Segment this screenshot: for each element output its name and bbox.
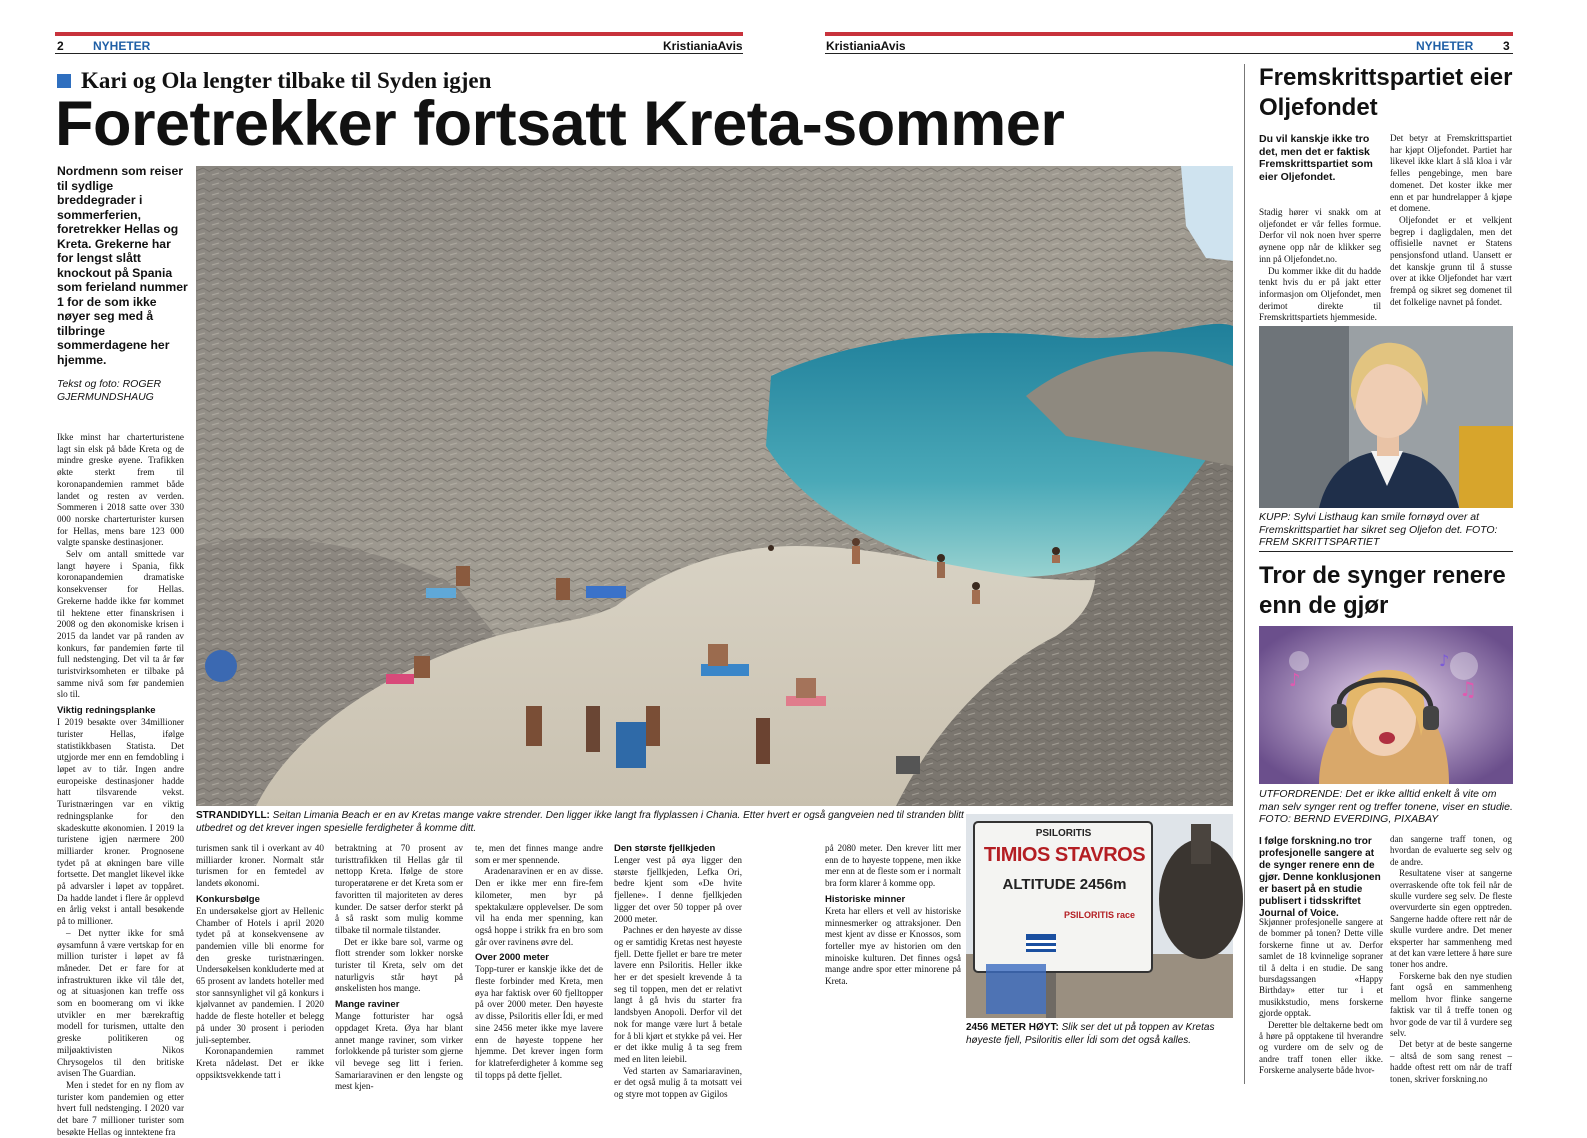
sing-story-column-1 (1259, 917, 1383, 1087)
beach-photo (196, 166, 1233, 806)
paragraph: turismen sank til i overkant av 40 milliarder kroner. Normalt står turismen for en femtedel av landets økonomi. (196, 843, 324, 889)
paragraph: på 2080 meter. Den krever litt mer enn de to høyeste toppene, men ikke mer enn at de fleste som er i normalt bra form klarer å komme opp. (825, 843, 961, 889)
column-separator (1244, 64, 1245, 1084)
subheading: Historiske minner (825, 893, 906, 905)
caption-label: 2456 METER HØYT: (966, 1022, 1059, 1033)
paragraph: Du kommer ikke dit du hadde tenkt hvis du er på jakt etter informasjon om Oljefondet, men derimot direkte til Fremskrittspartiets hjemmeside. (1259, 265, 1381, 323)
paragraph: Det betyr at de beste sangerne – altså de som sang renest – hadde oftest rett om når de traff tonen, skriver forskning.no (1390, 1039, 1512, 1084)
page-number-right: 3 (1503, 39, 1510, 53)
paragraph: Men i stedet for en ny flom av turister kom pandemien og etter hvert full nedstenging. I 2020 var det bare 7 millioner turister som besøkte Hellas og inntektene fra (57, 1079, 184, 1137)
paragraph: Det er ikke bare sol, varme og flott strender som lokker norske turister til Kreta, selv om det naturligvis står høyt på ønskelisten hos mange. (335, 936, 463, 994)
paragraph: Selv om antall smittede var langt høyere i Spania, fikk koronapandemien dramatiske konsekvenser for Hellas. Grekerne hadde ikke før kommet til hektene etter finanskrisen i 2008 og den økonomiske krisen i 2015 da landet var på randen av konkurs, før pandemien førte til full nedstenging. Det vil ta år før turistvirksomheten er tilbake på samme nivå som før pandemien slo til. (57, 549, 184, 700)
paragraph: Pachnes er den høyeste av disse og er samtidig Kretas nest høyeste fjell. Dette fjellet er bare tre meter lavere enn Psiloritis. Heller ikke her er det spesielt krevende å ta seg til toppen, men det er relativt langt å gå hvis du starter fra landsbyen Anopoli. Derfor vil det nok for mange være lurt å betale for å bli kjørt et stykke på vei. Her er det ikke mulig å ta seg frem med en liten leiebil. (614, 925, 742, 1064)
paragraph: dan sangerne traff tonen, og hvordan de evaluerte seg selv og de andre. (1390, 834, 1512, 867)
paragraph: I 2019 besøkte over 34millioner turister Hellas, ifølge statistikkbasen Statista. Det utgjorde mer enn en femdobling i løpet av to tiår. Ingen andre europeiske destinasjoner hadde hatt tilsvarende vekst. Turistnæringen var en viktig redningsplanke for den skadeskutte økonomien. I 2019 la turistene igjen nærmere 200 milliarder kroner. Prognosene tydet på at økningen bare ville fortsette. Det manglet likevel ikke på advarsler i løpet av toppåret. Da hadde landet i flere år opplevd en årlig vekst i antall besøkende på to millioner. (57, 717, 184, 927)
paragraph: En undersøkelse gjort av Hellenic Chamber of Hotels i april 2020 tydet på at konsekvensene av pandemien ville bli enorme for den greske turistnæringen. Undersøkelsen konkluderte med at 65 prosent av landets hoteller med stor sannsynlighet vil gå konkurs i kjølvannet av pandemien. I 2020 hadde de fleste hoteller et belegg på under 30 prosent i perioden juli-september. (196, 905, 324, 1045)
article-column-5 (614, 843, 742, 1100)
caption-text: Seitan Limania Beach er en av Kretas mange vakre strender. Den ligger ikke langt fra flyplassen i Chania. Etter hvert er også gangveien ned til stranden blitt utbedret og det krever ingen spesielle ferdigheter å komme ditt. (196, 810, 964, 834)
article-column-4 (475, 843, 603, 1083)
paper-name-right: KristianiaAvis (826, 39, 906, 53)
article-column-6 (825, 843, 961, 1003)
header-red-bar-right (825, 32, 1513, 36)
singer-image (1259, 626, 1513, 784)
section-label-right: NYHETER (1416, 39, 1474, 53)
mountain-sign-caption (966, 1022, 1233, 1047)
article-byline: Tekst og foto: ROGER GJERMUNDSHAUG (57, 378, 162, 403)
sign-top-text: PSILORITIS (1035, 828, 1092, 839)
kicker-text: Kari og Ola lengter tilbake til Syden igjen (81, 68, 492, 93)
paragraph: Skjønner profesjonelle sangere at de bommer på tonen? Dette ville forskerne finne ut av. Derfor samlet de 18 kvinnelige sopraner til å delta i en studie. De sang bursdagssangen «Happy Birthday» etter tur i et musikkstudio, mens forskerne gjorde opptak. (1259, 917, 1383, 1019)
paragraph: Resultatene viser at sangerne overraskende ofte tok feil når de skulle vurdere seg selv. De fleste overvurderte sin egen opptreden. Sangerne hadde oftere rett når de skulle vurdere andre. Det mener eksperter har sammenheng med at det kan være lettere å høre sure toner hos andre. (1390, 868, 1512, 970)
article-column-1 (57, 432, 184, 1137)
paper-name-left: KristianiaAvis (663, 39, 743, 53)
main-headline: Foretrekker fortsatt Kreta-sommer (55, 89, 1065, 159)
oil-story-column-2 (1390, 133, 1512, 309)
sign-brand-text: PSILORITIS race (1064, 910, 1136, 920)
paragraph: betraktning at 70 prosent av turisttrafikken til Hellas går til nettopp Kreta. Ifølge de store turoperatørene er det Kreta som er favoritten til majoriteten av deres kunder. De satser derfor sterkt på å så raskt som mulig komme tilbake til normale tilstander. (335, 843, 463, 935)
sign-altitude-text: ALTITUDE 2456m (1002, 876, 1127, 893)
page-number-left: 2 (57, 39, 64, 53)
politician-image (1259, 326, 1513, 508)
politician-photo (1259, 326, 1513, 508)
subheading: Konkursbølge (196, 893, 260, 905)
sign-title-text: TIMIOS STAVROS (983, 844, 1146, 866)
paragraph: Ikke minst har charterturistene lagt sin elsk på både Kreta og de mindre greske øyene. Trafikken økte sterkt frem til koronapandemien rammet både landet og resten av verden. Sommeren i 2018 satte over 330 000 norske charterturister kursen for Hellas, mens bare 123 000 valgte spanske destinasjoner. (57, 432, 184, 548)
paragraph: Koronapandemien rammet Kreta nådeløst. Det er ikke oppsiktsvekkende tatt i (196, 1046, 324, 1080)
singer-caption: UTFORDRENDE: Det er ikke alltid enkelt å vite om man selv synger rent og treffer tonene, viser en studie. FOTO: BERND EVERDING, PIXABAY (1259, 788, 1513, 825)
paragraph: Det betyr at Fremskrittspartiet har kjøpt Oljefondet. Partiet har likevel ikke klart å slå kloa i vår felles pengebinge, men bare domenet. Det koster ikke mer enn et par hundrelapper å kjøpe et domene. (1390, 133, 1512, 214)
paragraph: Topp-turer er kanskje ikke det de fleste forbinder med Kreta, men øya har faktisk over 60 fjelltopper på over 2000 meter. Den høyeste av disse, Psiloritis eller Ídi, er med sine 2456 meter ikke mye lavere enn de høyeste toppene her hjemme. Det krever ingen form for klatreferdigheter å komme seg til topps på dette fjellet. (475, 964, 603, 1080)
article-column-2 (196, 843, 324, 1083)
sing-story-headline: Tror de synger renere enn de gjør (1259, 562, 1506, 619)
paragraph: te, men det finnes mange andre som er mer spennende. (475, 843, 603, 865)
header-red-bar-left (55, 32, 743, 36)
caption-text: Slik ser det ut på toppen av Kretas høyeste fjell, Psiloritis eller Ídi som det også kalles. (966, 1022, 1215, 1046)
subheading: Viktig redningsplanke (57, 705, 156, 717)
subheading: Mange raviner (335, 999, 400, 1011)
story-divider (1259, 551, 1513, 552)
oil-story-lead: Du vil kanskje ikke tro det, men det er faktisk Fremskrittspartiet som eier Oljefondet. (1259, 133, 1373, 183)
header-rule-right (825, 53, 1513, 54)
caption-label: STRANDIDYLL: (196, 810, 270, 821)
kicker-square-icon (57, 74, 71, 88)
oil-story-headline: Fremskrittspartiet eier Oljefondet (1259, 64, 1513, 121)
paragraph: Lenger vest på øya ligger den største fjellkjeden, Lefka Ori, bedre kjent som «De hvite fjellene». I denne fjellkjeden ligger det over 50 topper på over 2000 meter. (614, 855, 742, 924)
paragraph: Kreta har ellers et vell av historiske minnesmerker og attraksjoner. Den mest kjent av disse er Knossos, som forteller mye av historien om den minoiske kulturen. Det finnes også mange andre spor etter minorene på Kreta. (825, 905, 961, 987)
paragraph: – Det nytter ikke for små øysamfunn å være vertskap for en million turister i løpet av få måneder. Det er fare for at infrastrukturen ikke vil tåle det, og at situasjonen kan treffe oss som en boomerang om vi ikke utvikler en mer bærekraftig modell for turismen, uttalte den greske politikeren og miljøaktivisten Nikos Chrysogelos til den britiske avisen The Guardian. (57, 927, 184, 1079)
sing-story-column-2 (1390, 834, 1512, 1086)
mountain-sign-photo (966, 814, 1233, 1018)
beach-photo-caption (196, 810, 966, 835)
subheading: Over 2000 meter (475, 952, 549, 964)
section-label-left: NYHETER (93, 39, 151, 53)
paragraph: Deretter ble deltakerne bedt om å høre på opptakene til hverandre og vurdere om de selv og de andre traff tonen eller ikke. Forskerne analyserte både hvor- (1259, 1019, 1383, 1076)
svg-text:♫: ♫ (1459, 677, 1477, 701)
subheading: Den største fjellkjeden (614, 843, 716, 854)
svg-text:♪: ♪ (1289, 670, 1301, 691)
paragraph: Ved starten av Samariaravinen, er det også mulig å ta motsatt vei og styre mot toppen av Gigilos (614, 1065, 742, 1100)
oil-story-column-1 (1259, 207, 1381, 324)
paragraph: Mange fotturister har også oppdaget Kreta. Øya har blant annet mange raviner, som virker forlokkende på turister som gjerne vil bevege seg litt i ferien. Samariaravinen er den lengste og mest kjen- (335, 1011, 463, 1092)
politician-caption: KUPP: Sylvi Listhaug kan smile fornøyd over at Fremskrittspartiet har sikret seg Oljefon det. FOTO: FREM SKRITTSPARTIET (1259, 511, 1498, 548)
sing-story-lead: I følge forskning.no tror profesjonelle sangere at de synger renere enn de gjør. Denne konklusjonen er basert på en studie publisert i tidsskriftet Journal of Voice. (1259, 836, 1381, 919)
article-lead: Nordmenn som reiser til sydlige breddegrader i sommerferien, foretrekker Hellas og Kreta. Grekerne har for lengst slått knockout på Spania som ferieland nummer 1 for de som ikke nøyer seg med å tilbringe sommerdagene her hjemme. (57, 164, 188, 367)
article-column-3 (335, 843, 463, 1092)
paragraph: Aradenaravinen er en av disse. Den er ikke mer enn fire-fem kilometer, men byr på spektakulære opplevelser. De som vil ha enda mer spenning, kan også hoppe i strikk fra en bro som går over ravinens øvre del. (475, 866, 603, 947)
beach-photo-image (196, 166, 1233, 806)
svg-text:♪: ♪ (1439, 651, 1450, 670)
singer-photo (1259, 626, 1513, 784)
header-rule-left (55, 53, 743, 54)
paragraph: Stadig hører vi snakk om at oljefondet er vår felles formue. Derfor vil nok noen hver sperre øynene opp når de klikker seg inn på Oljefondet.no. (1259, 207, 1381, 264)
paragraph: Forskerne bak den nye studien fant også en sammenheng mellom hvor flinke sangerne faktisk var til å treffe tonen og hvor gode de var til å vurdere seg selv. (1390, 970, 1512, 1038)
paragraph: Oljefondet er et velkjent begrep i dagligdalen, men det offisielle navnet er Statens pensjonsfond utland. Uansett er det kanskje grunn til å stusse over at ikke Oljefondet har vært frempå og sikret seg domenet til det folkelige navnet på fondet. (1390, 214, 1512, 307)
